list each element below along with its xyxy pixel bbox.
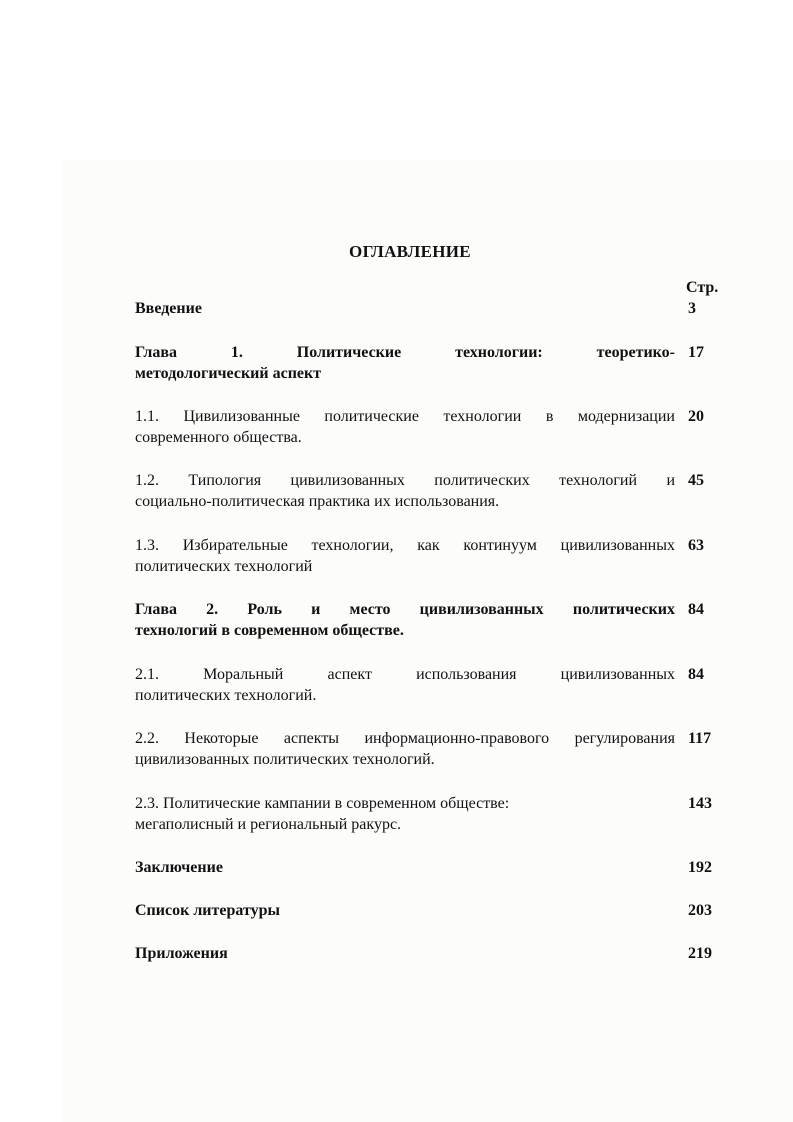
toc-entry-section-1-3 bbox=[135, 535, 675, 577]
toc-entry-title-line-2: мегаполисный и региональный ракурс. bbox=[135, 816, 402, 833]
toc-entry-section-1-1 bbox=[135, 406, 675, 448]
toc-entry-page: 3 bbox=[688, 300, 696, 317]
toc-entry-section-2-3 bbox=[135, 793, 675, 835]
toc-entry-title-line-2: современного общества. bbox=[135, 429, 302, 446]
toc-entry-title: Приложения bbox=[135, 945, 228, 962]
toc-entry-chapter-1 bbox=[135, 342, 675, 384]
toc-entry-page: 143 bbox=[688, 795, 712, 812]
toc-entry-section-1-2 bbox=[135, 470, 675, 512]
toc-entry-page: 45 bbox=[688, 472, 704, 489]
toc-entry-page: 84 bbox=[688, 601, 704, 618]
toc-entry-title-line-1: 2.2. Некоторые аспекты информационно-правового регулирования bbox=[135, 730, 675, 747]
toc-entry-page: 84 bbox=[688, 666, 704, 683]
toc-entry-page: 17 bbox=[688, 344, 704, 361]
toc-entry-title-line-2: политических технологий. bbox=[135, 687, 317, 704]
toc-entry-title-line-1: 1.3. Избирательные технологии, как континуум цивилизованных bbox=[135, 537, 675, 554]
toc-entry-title-line-1: 2.1. Моральный аспект использования цивилизованных bbox=[135, 666, 675, 683]
toc-entry-title-line-2: социально-политическая практика их использования. bbox=[135, 493, 500, 510]
toc-entry-page: 63 bbox=[688, 537, 704, 554]
toc-entry-title-line-2: политических технологий bbox=[135, 558, 313, 575]
toc-entry-bibliography bbox=[135, 900, 675, 921]
toc-entry-appendices bbox=[135, 943, 675, 964]
toc-entry-title: Введение bbox=[135, 300, 202, 317]
toc-entry-page: 203 bbox=[688, 902, 712, 919]
toc-entry-chapter-2 bbox=[135, 599, 675, 641]
toc-entry-page: 219 bbox=[688, 945, 712, 962]
toc-entry-page: 192 bbox=[688, 859, 712, 876]
toc-entry-section-2-1 bbox=[135, 664, 675, 706]
toc-entry-conclusion bbox=[135, 857, 675, 878]
toc-entry-title-line-1: Глава 2. Роль и место цивилизованных политических bbox=[135, 601, 675, 618]
toc-entry-page: 20 bbox=[688, 408, 704, 425]
toc-entry-title: Список литературы bbox=[135, 902, 280, 919]
page-title: ОГЛАВЛЕНИЕ bbox=[349, 242, 471, 261]
toc-entry-title-line-1: 1.1. Цивилизованные политические технологии в модернизации bbox=[135, 408, 675, 425]
toc-entry-introduction bbox=[135, 298, 675, 319]
toc-entry-section-2-2 bbox=[135, 728, 675, 770]
toc-entry-title-line-2: технологий в современном обществе. bbox=[135, 622, 404, 639]
toc-entry-title: Заключение bbox=[135, 859, 223, 876]
toc-entry-page: 117 bbox=[688, 730, 712, 747]
page-column-header: Стр. bbox=[686, 279, 719, 296]
toc-entry-title-line-1: Глава 1. Политические технологии: теоретико- bbox=[135, 344, 675, 361]
toc-entry-title-line-2: методологический аспект bbox=[135, 365, 322, 382]
toc-entry-title-line-2: цивилизованных политических технологий. bbox=[135, 751, 435, 768]
toc-entry-title-line-1: 1.2. Типология цивилизованных политических технологий и bbox=[135, 472, 675, 489]
toc-entry-title-line-1: 2.3. Политические кампании в современном обществе: bbox=[135, 795, 510, 812]
